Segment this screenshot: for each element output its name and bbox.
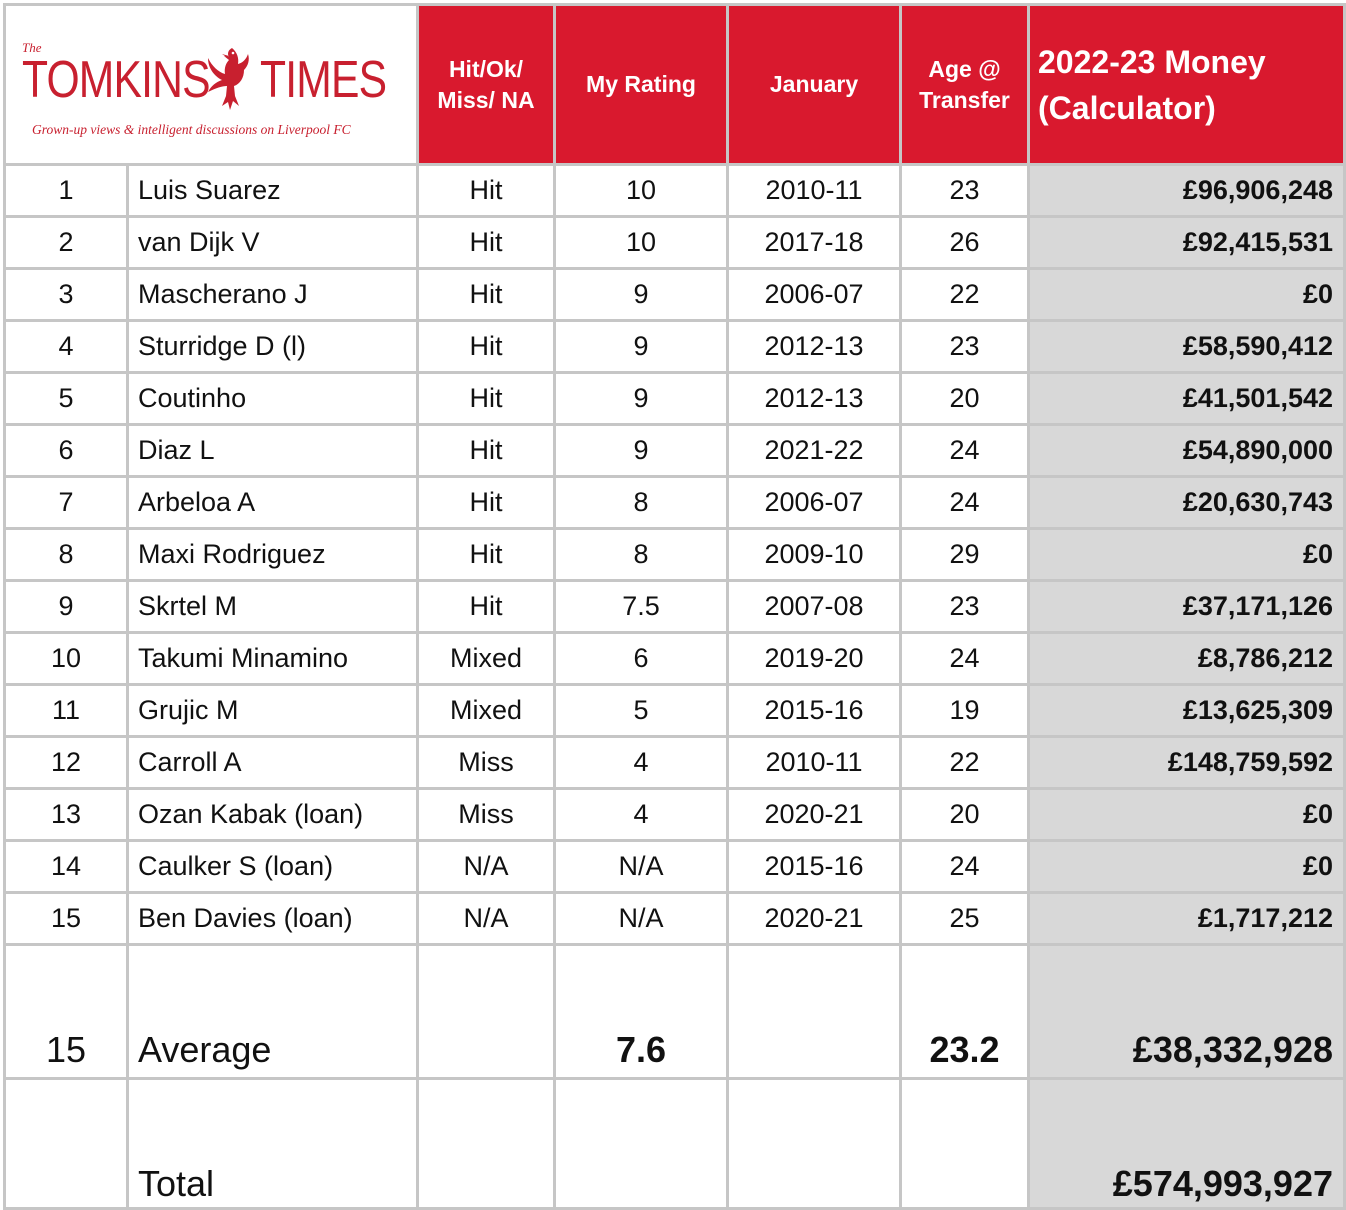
logo-the: The xyxy=(22,40,42,55)
table-row xyxy=(5,737,1345,789)
money-value: £8,786,212 xyxy=(1029,633,1345,685)
january-season: 2006-07 xyxy=(728,477,901,529)
table-row xyxy=(5,581,1345,633)
money-value: £92,415,531 xyxy=(1029,217,1345,269)
hit-status: N/A xyxy=(418,841,555,893)
row-number: 12 xyxy=(5,737,128,789)
average-count: 15 xyxy=(5,945,128,1079)
hit-status: Mixed xyxy=(418,633,555,685)
money-value: £58,590,412 xyxy=(1029,321,1345,373)
row-number: 4 xyxy=(5,321,128,373)
player-name: Coutinho xyxy=(128,373,418,425)
hit-status: Miss xyxy=(418,789,555,841)
logo-tagline: Grown-up views & intelligent discussions on Liverpool FC xyxy=(32,122,351,137)
age-at-transfer: 25 xyxy=(901,893,1029,945)
table-row xyxy=(5,269,1345,321)
total-age-empty xyxy=(901,1079,1029,1209)
my-rating: 9 xyxy=(555,425,728,477)
row-number: 5 xyxy=(5,373,128,425)
player-name: Carroll A xyxy=(128,737,418,789)
my-rating: 6 xyxy=(555,633,728,685)
age-at-transfer: 24 xyxy=(901,633,1029,685)
age-at-transfer: 24 xyxy=(901,425,1029,477)
average-row xyxy=(5,945,1345,1079)
row-number: 11 xyxy=(5,685,128,737)
january-season: 2007-08 xyxy=(728,581,901,633)
table-row xyxy=(5,373,1345,425)
age-at-transfer: 24 xyxy=(901,477,1029,529)
hit-status: Hit xyxy=(418,217,555,269)
my-rating: 8 xyxy=(555,477,728,529)
table-row xyxy=(5,321,1345,373)
age-at-transfer: 22 xyxy=(901,269,1029,321)
average-money: £38,332,928 xyxy=(1029,945,1345,1079)
my-rating: 4 xyxy=(555,737,728,789)
money-value: £37,171,126 xyxy=(1029,581,1345,633)
table-row xyxy=(5,633,1345,685)
my-rating: 9 xyxy=(555,373,728,425)
player-name: Skrtel M xyxy=(128,581,418,633)
my-rating: 8 xyxy=(555,529,728,581)
header-age: Age @ Transfer xyxy=(901,5,1029,165)
hit-status: Miss xyxy=(418,737,555,789)
total-number-empty xyxy=(5,1079,128,1209)
total-hit-empty xyxy=(418,1079,555,1209)
header-row xyxy=(5,5,1345,165)
my-rating: 9 xyxy=(555,321,728,373)
age-at-transfer: 26 xyxy=(901,217,1029,269)
age-at-transfer: 29 xyxy=(901,529,1029,581)
player-name: Takumi Minamino xyxy=(128,633,418,685)
my-rating: 9 xyxy=(555,269,728,321)
row-number: 2 xyxy=(5,217,128,269)
january-season: 2012-13 xyxy=(728,373,901,425)
january-season: 2010-11 xyxy=(728,737,901,789)
hit-status: Hit xyxy=(418,165,555,217)
row-number: 3 xyxy=(5,269,128,321)
age-at-transfer: 23 xyxy=(901,321,1029,373)
hit-status: Hit xyxy=(418,269,555,321)
age-at-transfer: 23 xyxy=(901,165,1029,217)
player-name: Ben Davies (loan) xyxy=(128,893,418,945)
january-season: 2006-07 xyxy=(728,269,901,321)
my-rating: 10 xyxy=(555,165,728,217)
player-name: Sturridge D (l) xyxy=(128,321,418,373)
money-value: £0 xyxy=(1029,789,1345,841)
money-value: £148,759,592 xyxy=(1029,737,1345,789)
my-rating: N/A xyxy=(555,841,728,893)
my-rating: 4 xyxy=(555,789,728,841)
hit-status: Hit xyxy=(418,581,555,633)
my-rating: 7.5 xyxy=(555,581,728,633)
header-january: January xyxy=(728,5,901,165)
january-season: 2017-18 xyxy=(728,217,901,269)
age-at-transfer: 19 xyxy=(901,685,1029,737)
age-at-transfer: 23 xyxy=(901,581,1029,633)
logo xyxy=(5,5,418,165)
total-january-empty xyxy=(728,1079,901,1209)
header-rating: My Rating xyxy=(555,5,728,165)
table-row xyxy=(5,217,1345,269)
total-row xyxy=(5,1079,1345,1209)
row-number: 8 xyxy=(5,529,128,581)
player-name: Mascherano J xyxy=(128,269,418,321)
money-value: £0 xyxy=(1029,529,1345,581)
table-row xyxy=(5,893,1345,945)
january-season: 2012-13 xyxy=(728,321,901,373)
row-number: 1 xyxy=(5,165,128,217)
money-value: £1,717,212 xyxy=(1029,893,1345,945)
my-rating: N/A xyxy=(555,893,728,945)
player-name: Ozan Kabak (loan) xyxy=(128,789,418,841)
row-number: 14 xyxy=(5,841,128,893)
age-at-transfer: 24 xyxy=(901,841,1029,893)
january-season: 2020-21 xyxy=(728,893,901,945)
hit-status: Hit xyxy=(418,477,555,529)
hit-status: Hit xyxy=(418,425,555,477)
row-number: 13 xyxy=(5,789,128,841)
age-at-transfer: 22 xyxy=(901,737,1029,789)
money-value: £41,501,542 xyxy=(1029,373,1345,425)
table-row xyxy=(5,165,1345,217)
average-label: Average xyxy=(128,945,418,1079)
logo-word-left: TOMKINS xyxy=(22,51,210,109)
hit-status: N/A xyxy=(418,893,555,945)
row-number: 7 xyxy=(5,477,128,529)
my-rating: 10 xyxy=(555,217,728,269)
table-row xyxy=(5,477,1345,529)
hit-status: Hit xyxy=(418,373,555,425)
table-row xyxy=(5,685,1345,737)
money-value: £96,906,248 xyxy=(1029,165,1345,217)
total-money: £574,993,927 xyxy=(1029,1079,1345,1209)
money-value: £20,630,743 xyxy=(1029,477,1345,529)
header-money: 2022-23 Money (Calculator) xyxy=(1029,5,1345,165)
total-label: Total xyxy=(128,1079,418,1209)
hit-status: Mixed xyxy=(418,685,555,737)
january-season: 2010-11 xyxy=(728,165,901,217)
my-rating: 5 xyxy=(555,685,728,737)
average-rating: 7.6 xyxy=(555,945,728,1079)
table-row xyxy=(5,425,1345,477)
row-number: 9 xyxy=(5,581,128,633)
january-season: 2021-22 xyxy=(728,425,901,477)
row-number: 6 xyxy=(5,425,128,477)
player-name: van Dijk V xyxy=(128,217,418,269)
january-season: 2020-21 xyxy=(728,789,901,841)
total-rating-empty xyxy=(555,1079,728,1209)
average-hit-empty xyxy=(418,945,555,1079)
logo-word-right: TIMES xyxy=(260,51,387,109)
january-season: 2015-16 xyxy=(728,841,901,893)
table-row xyxy=(5,789,1345,841)
money-value: £0 xyxy=(1029,841,1345,893)
player-name: Diaz L xyxy=(128,425,418,477)
player-name: Grujic M xyxy=(128,685,418,737)
hit-status: Hit xyxy=(418,529,555,581)
money-value: £54,890,000 xyxy=(1029,425,1345,477)
january-season: 2009-10 xyxy=(728,529,901,581)
age-at-transfer: 20 xyxy=(901,789,1029,841)
table-row xyxy=(5,841,1345,893)
player-name: Arbeloa A xyxy=(128,477,418,529)
hit-status: Hit xyxy=(418,321,555,373)
age-at-transfer: 20 xyxy=(901,373,1029,425)
january-season: 2019-20 xyxy=(728,633,901,685)
player-name: Luis Suarez xyxy=(128,165,418,217)
header-hit: Hit/Ok/ Miss/ NA xyxy=(418,5,555,165)
player-name: Maxi Rodriguez xyxy=(128,529,418,581)
transfer-table xyxy=(3,3,1346,1210)
average-age: 23.2 xyxy=(901,945,1029,1079)
player-name: Caulker S (loan) xyxy=(128,841,418,893)
money-value: £13,625,309 xyxy=(1029,685,1345,737)
row-number: 15 xyxy=(5,893,128,945)
row-number: 10 xyxy=(5,633,128,685)
liver-bird-icon xyxy=(202,44,258,112)
table-row xyxy=(5,529,1345,581)
money-value: £0 xyxy=(1029,269,1345,321)
average-january-empty xyxy=(728,945,901,1079)
january-season: 2015-16 xyxy=(728,685,901,737)
